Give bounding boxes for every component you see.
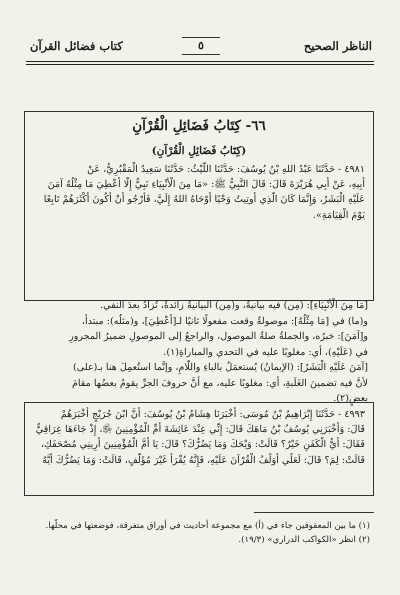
footnotes (28, 519, 370, 547)
header-rule (26, 61, 374, 62)
commentary (32, 298, 368, 407)
hadith-line: قَالَتْ: لِمَ؟ قَالَ: لَعَلِّي أُوَلِّفُ الْقُرْآنَ عَلَيْهِ، فَإِنَّهُ يُقْرَأُ غَيْرَ مُؤَلَّفٍ، قَالَتْ: وَمَا يَضُرُّكَ أَيَّهُ (42, 454, 365, 466)
running-header-right: الناظر الصحيح (303, 39, 372, 53)
commentary-line: و(ما) في [مَا مِثْلُهُ]: موصولةٌ وقعت مفعولًا ثانيًا لـ[أُعْطِيَ]، و(مثلُه): مبتدأٌ، (81, 315, 368, 327)
chapter-title: ٦٦- كِتَابُ فَضَائِلِ الْقُرْآنِ (132, 118, 266, 134)
footnote-1: (١) ما بين المعقوفين جاء في (أ) مع مجموعة أحاديث في أوراق متفرقة، فوضعتها في محلّها. (45, 521, 370, 531)
hadith-text-1 (33, 162, 365, 223)
page-number: ٥ (182, 37, 220, 55)
running-header (30, 34, 372, 58)
book-title: (كِتَابُ فَضَائِلِ الْقُرْآنِ) (151, 145, 247, 157)
hadith-line: فَقَالَ: أَيُّ الْكَفَنِ خَيْرٌ؟ قَالَتْ: وَيْحَكَ وَمَا يَضُرُّكَ؟ قَالَ: يَا أُمَّ الْمُؤْمِنِينَ أَرِينِي مُصْحَفَكِ، (40, 439, 365, 451)
hadith-text-2 (33, 407, 365, 468)
commentary-line: بعضٍ(٢). (333, 393, 368, 404)
hadith-frame-1 (24, 111, 374, 301)
hadith-line: ٤٩٨١ - حَدَّثَنَا عَبْدُ اللهِ بْنُ يُوسُفَ: حَدَّثَنَا اللَّيْثُ: حَدَّثَنَا سَعِيدٌ الْمَقْبُرِيُّ، عَنْ (87, 164, 365, 175)
hadith-line: أَبِيهِ، عَنْ أَبِي هُرَيْرَةَ قَالَ: قَالَ النَّبِيُّ ﷺ: «مَا مِنَ الْأَنْبِيَاءِ نَبِيٌّ إِلَّا أُعْطِيَ مَا مِثْلُهُ آمَنَ (47, 179, 365, 191)
hadith-line: قَالَ: وَأَخْبَرَنِي يُوسُفُ بْنُ مَاهَكَ قَالَ: إِنِّي عِنْدَ عَائِشَةَ أُمِّ الْمُؤْمِنِينَ ﵂، إِذْ جَاءَهَا عِرَاقِيٌّ (35, 424, 365, 436)
footnote-rule (254, 512, 374, 513)
hadith-frame-2 (24, 402, 374, 496)
commentary-line: لأنَّ فيه تضمينَ الغَلَبةِ، أي: مغلوبًا عليه، مع أنَّ حروفَ الجرِّ يقومُ بعضُها مقامَ (71, 377, 368, 389)
hadith-line: يَوْمَ الْقِيَامَةِ». (312, 209, 365, 221)
commentary-line: [مَا مِنَ الْأَنْبِيَاءِ]: (مِن) فيه بيانيةٌ، و(مِن) البيانيةُ زائدةٌ، تُزادُ بعدَ النفي. (100, 300, 368, 311)
hadith-line: عَلَيْهِ الْبَشَرُ، وَإِنَّمَا كَانَ الَّذِي أُوتِيتُ وَحْيًا أَوْحَاهُ اللهُ إِلَيَّ، فَأَرْجُو أَنْ أَكُونَ أَكْثَرَهُمْ تَابِعًا (43, 194, 365, 206)
header-rule-thin (26, 64, 374, 65)
commentary-line: [آمَنَ عَلَيْهِ الْبَشَرُ]: (الإيمانُ) يُستعمَلُ بالباءِ واللّامِ، وإنَّما استُعمِلَ هنا بـ(على) (72, 362, 368, 373)
commentary-line: في (عَلَيْهِ)، أي: مغلوبًا عليه في التحدي والمباراةِ(١). (163, 346, 368, 358)
hadith-line: ٤٩٩٣ - حَدَّثَنَا إِبْرَاهِيمُ بْنُ مُوسَى: أَخْبَرَنَا هِشَامُ بْنُ يُوسُفَ: أَنَّ ابْنَ جُرَيْجٍ أَخْبَرَهُمْ (60, 409, 365, 420)
running-header-left: كتاب فضائل القرآن (30, 39, 123, 53)
footnote-2: (٢) انظر «الكواكب الدراري» (١٩/٣). (238, 535, 370, 545)
commentary-line: و[آمَنَ]: خبرُه، والجملةُ صلةُ الموصول، والراجعُ إلى الموصولِ ضميرُ المجرورِ (69, 331, 368, 342)
